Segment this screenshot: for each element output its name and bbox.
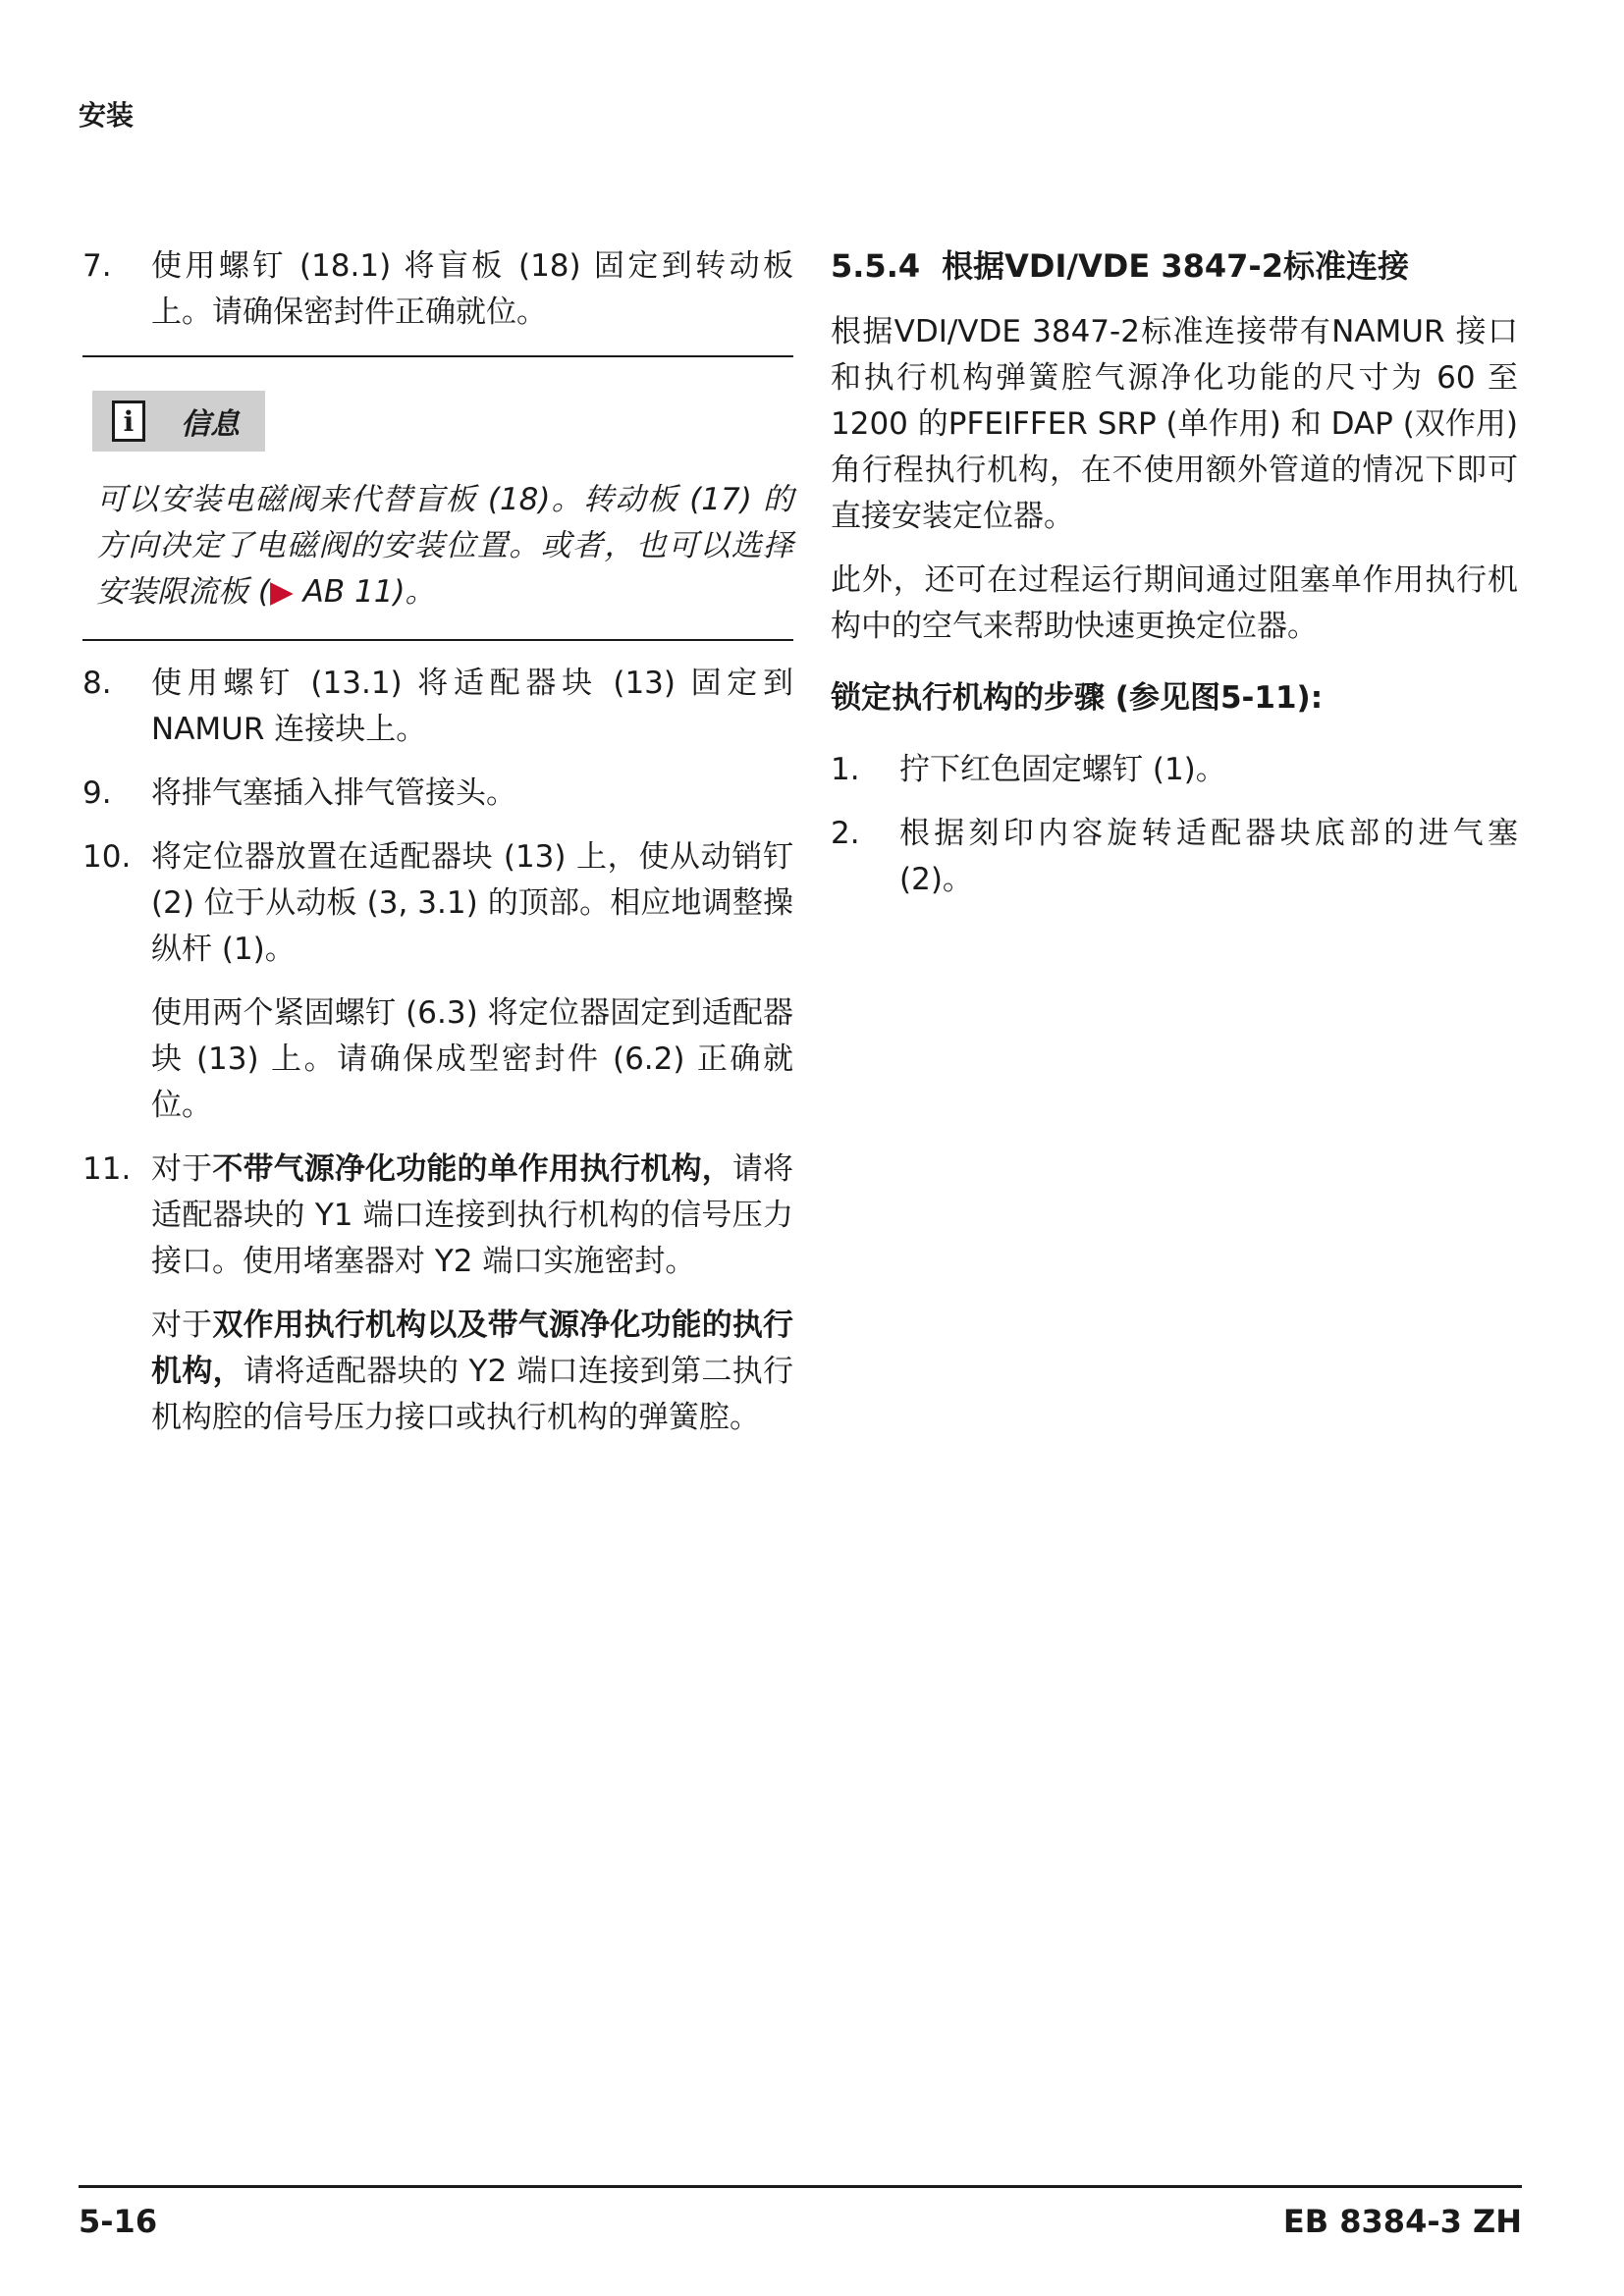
info-label: 信息 [181,407,240,442]
paragraph: 根据VDI/VDE 3847-2标准连接带有NAMUR 接口和执行机构弹簧腔气源净化功能的尺寸为 60 至 1200 的PFEIFFER SRP (单作用) 和 DAP (双作用) 角行程执行机构，在不使用额外管道的情况下即可直接安装定位器。 [831,314,1518,534]
info-bottom-rule [82,639,793,641]
step-number: 10. [82,839,132,875]
step-text-continued: 使用两个紧固螺钉 (6.3) 将定位器固定到适配器块 (13) 上。请确保成型密封件 (6.2) 正确就位。 [151,995,793,1123]
step-text-continued: 对于双作用执行机构以及带气源净化功能的执行机构，请将适配器块的 Y2 端口连接到第二执行机构腔的信号压力接口或执行机构的弹簧腔。 [151,1308,794,1435]
step-text: 将定位器放置在适配器块 (13) 上，使从动销钉 (2) 位于从动板 (3, 3.1) 的顶部。相应地调整操纵杆 (1)。 [151,839,793,967]
step-number: 1. [831,752,860,787]
step-text: 使用螺钉 (13.1) 将适配器块 (13) 固定到 NAMUR 连接块上。 [151,666,793,747]
info-top-rule [82,355,793,357]
step-text: 根据刻印内容旋转适配器块底部的进气塞 (2)。 [899,816,1518,897]
paragraph: 此外，还可在过程运行期间通过阻塞单作用执行机构中的空气来帮助快速更换定位器。 [831,562,1518,644]
left-column [82,243,793,1459]
step-number: 9. [82,775,112,811]
step-number: 8. [82,666,112,701]
step-number: 7. [82,248,112,284]
footer-rule [79,2185,1522,2188]
right-column [831,243,1518,921]
step-number: 11. [82,1151,132,1187]
info-header [92,391,265,452]
document-id: EB 8384-3 ZH [1282,2203,1522,2240]
step-8 [82,661,793,753]
info-text: 可以安装电磁阀来代替盲板 (18)。转动板 (17) 的方向决定了电磁阀的安装位置。或者，也可以选择安装限流板 (▶ AB 11)。 [96,482,793,610]
right-step-2 [831,811,1518,903]
page-number: 5-16 [79,2203,158,2240]
step-10 [82,834,793,1129]
step-number: 2. [831,816,860,851]
step-7 [82,243,793,336]
step-text: 对于不带气源净化功能的单作用执行机构，请将适配器块的 Y1 端口连接到执行机构的信号压力接口。使用堵塞器对 Y2 端口实施密封。 [151,1151,794,1279]
header-title: 安装 [79,99,135,132]
reference-arrow-icon: ▶ [269,574,294,610]
step-text: 将排气塞插入排气管接头。 [151,775,516,811]
sub-heading: 锁定执行机构的步骤 (参见图5-11): [831,680,1324,716]
step-text: 拧下红色固定螺钉 (1)。 [899,752,1226,787]
reference-link[interactable]: AB 11 [302,574,394,610]
emphasis: 双作用执行机构以及带气源净化功能的执行机构， [151,1308,794,1389]
step-11 [82,1147,793,1441]
right-step-1 [831,747,1518,793]
step-text: 使用螺钉 (18.1) 将盲板 (18) 固定到转动板上。请确保密封件正确就位。 [151,248,793,330]
emphasis: 不带气源净化功能的单作用执行机构， [212,1151,732,1187]
step-9 [82,771,793,817]
section-heading: 5.5.4 根据VDI/VDE 3847-2标准连接 [831,247,1409,285]
info-icon: i [112,400,145,442]
